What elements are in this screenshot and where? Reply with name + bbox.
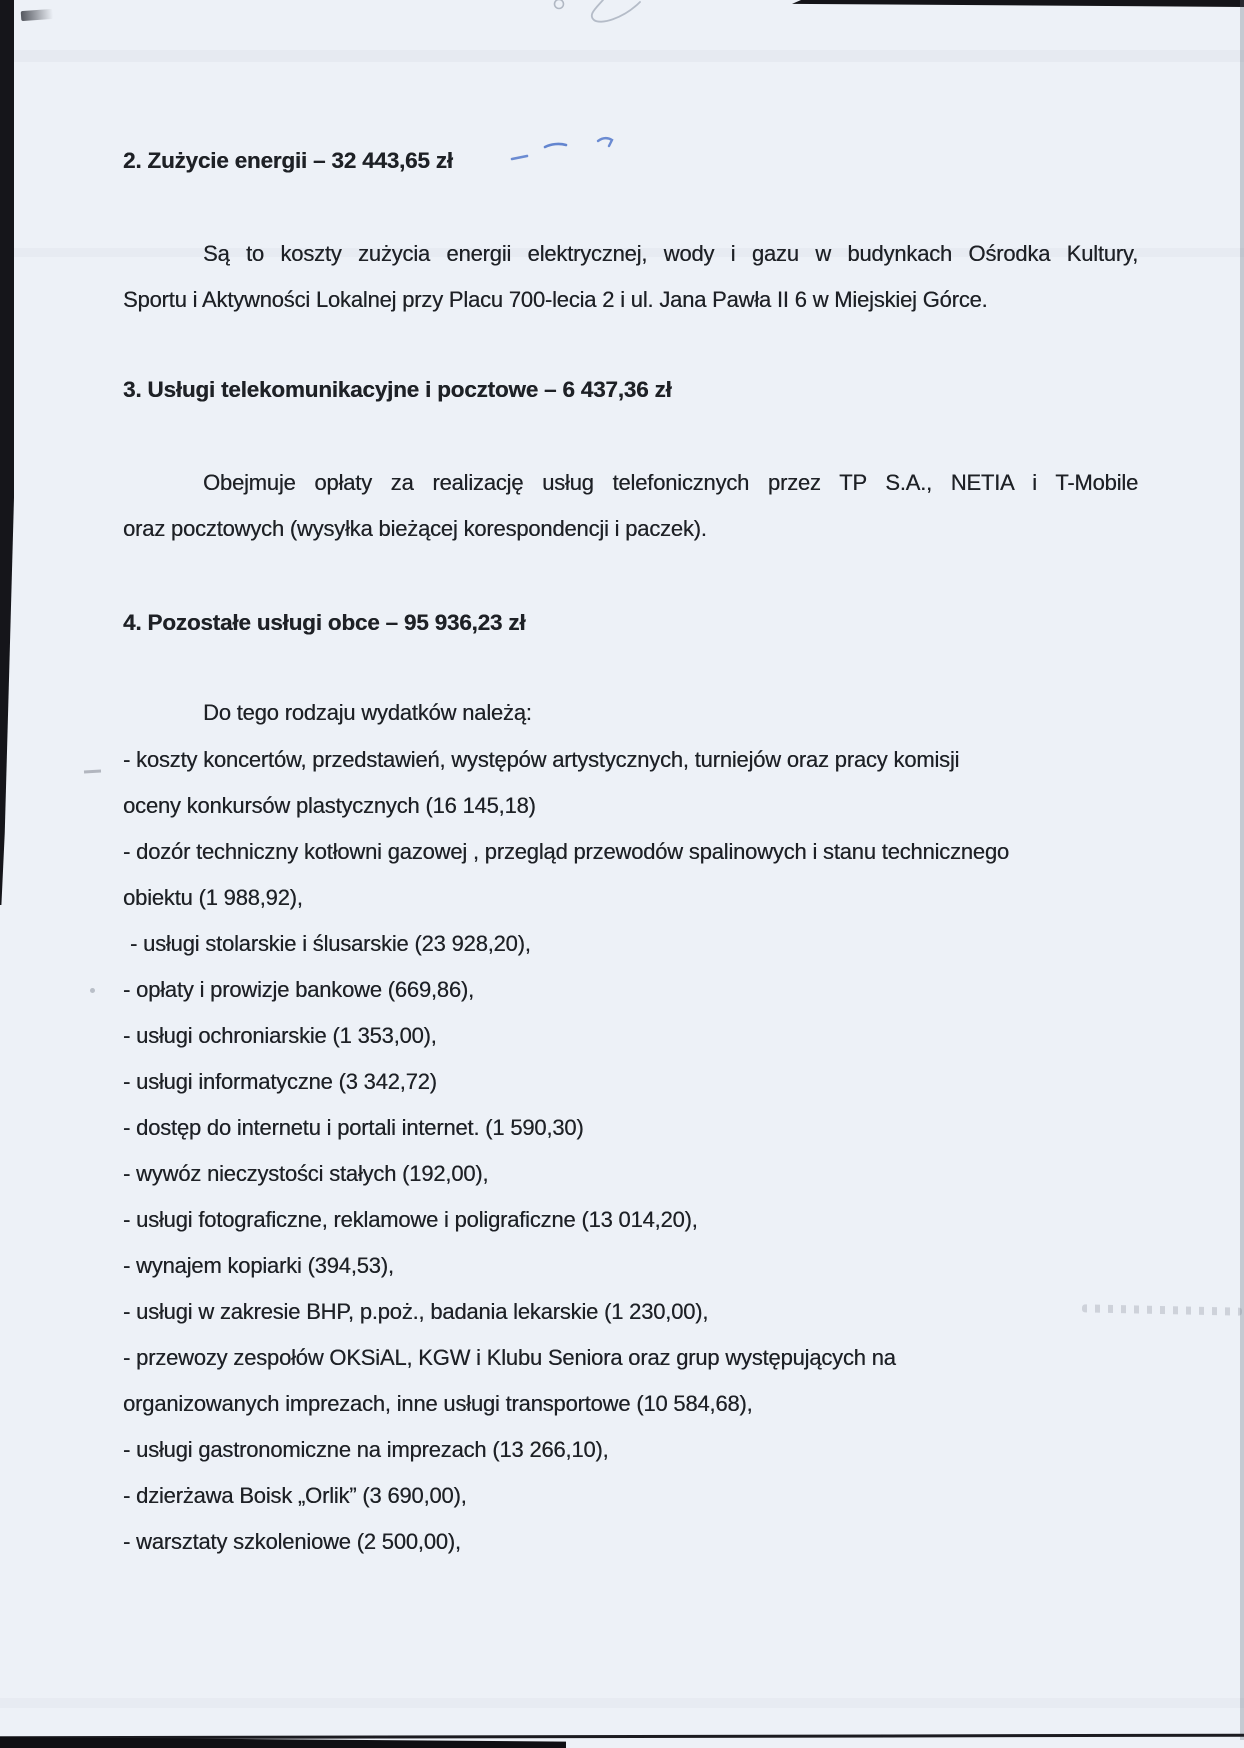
scan-edge-left [0, 0, 14, 905]
expense-line-7: - dostęp do internetu i portali internet. (1 590,30) [123, 1115, 584, 1140]
expense-line-6: - usługi informatyczne (3 342,72) [123, 1069, 437, 1094]
expense-line-2: - dozór techniczny kotłowni gazowej , przegląd przewodów spalinowych i stanu technicznego [123, 839, 1009, 864]
scan-corner-smudge [21, 9, 54, 21]
section-4-intro [123, 690, 1138, 736]
scan-edge-right [1240, 0, 1244, 1740]
expense-line-9: - usługi fotograficzne, reklamowe i poligraficzne (13 014,20), [123, 1207, 698, 1232]
section-4-heading: 4. Pozostałe usługi obce – 95 936,23 zł [123, 610, 526, 635]
scan-ghost-dash [84, 770, 101, 774]
paragraph-line: Są to koszty zużycia energii elektrycznej, wody i gazu w budynkach Ośrodka Kultury, [203, 241, 1138, 266]
expense-line-8: - wywóz nieczystości stałych (192,00), [123, 1161, 489, 1186]
pen-squiggle-mark [545, 0, 675, 32]
paragraph-line: Obejmuje opłaty za realizację usług telefonicznych przez TP S.A., NETIA i T-Mobile [203, 470, 1138, 495]
section-2-heading: 2. Zużycie energii – 32 443,65 zł [123, 148, 453, 173]
paragraph-line: oraz pocztowych (wysyłka bieżącej korespondencji i paczek). [123, 516, 707, 541]
expense-line-13: - usługi gastronomiczne na imprezach (13 266,10), [123, 1437, 609, 1462]
expense-line-12: - przewozy zespołów OKSiAL, KGW i Klubu Seniora oraz grup występujących na [123, 1345, 896, 1370]
expense-line-5: - usługi ochroniarskie (1 353,00), [123, 1023, 437, 1048]
expense-line-15: - warsztaty szkoleniowe (2 500,00), [123, 1529, 461, 1554]
scan-edge-bottom-line [0, 1734, 1244, 1740]
scan-speck [90, 988, 95, 993]
section-4 [123, 600, 1138, 646]
section-2 [123, 138, 1138, 184]
scan-streak [0, 1698, 1244, 1708]
expense-line-11: - usługi w zakresie BHP, p.poż., badania lekarskie (1 230,00), [123, 1299, 709, 1324]
expense-line-10: - wynajem kopiarki (394,53), [123, 1253, 394, 1278]
section-3-heading: 3. Usługi telekomunikacyjne i pocztowe – 6 437,36 zł [123, 377, 672, 402]
expense-line-12b: organizowanych imprezach, inne usługi transportowe (10 584,68), [123, 1391, 753, 1416]
section-2-paragraph [123, 231, 1138, 323]
scan-streak [0, 50, 1244, 62]
expense-line-1b: oceny konkursów plastycznych (16 145,18) [123, 793, 536, 818]
section-3-paragraph [123, 460, 1138, 552]
intro-line: Do tego rodzaju wydatków należą: [203, 700, 532, 725]
expense-line-4: - opłaty i prowizje bankowe (669,86), [123, 977, 474, 1002]
paragraph-line: Sportu i Aktywności Lokalnej przy Placu 700-lecia 2 i ul. Jana Pawła II 6 w Miejskiej Górce. [123, 287, 988, 312]
expense-line-14: - dzierżawa Boisk „Orlik” (3 690,00), [123, 1483, 467, 1508]
expense-list [123, 737, 1138, 1565]
scan-edge-top-right [792, 0, 1244, 7]
expense-line-2b: obiektu (1 988,92), [123, 885, 303, 910]
expense-line-1: - koszty koncertów, przedstawień, występów artystycznych, turniejów oraz pracy komisji [123, 747, 960, 772]
expense-line-3: - usługi stolarskie i ślusarskie (23 928,20), [130, 931, 531, 956]
section-3 [123, 367, 1138, 413]
